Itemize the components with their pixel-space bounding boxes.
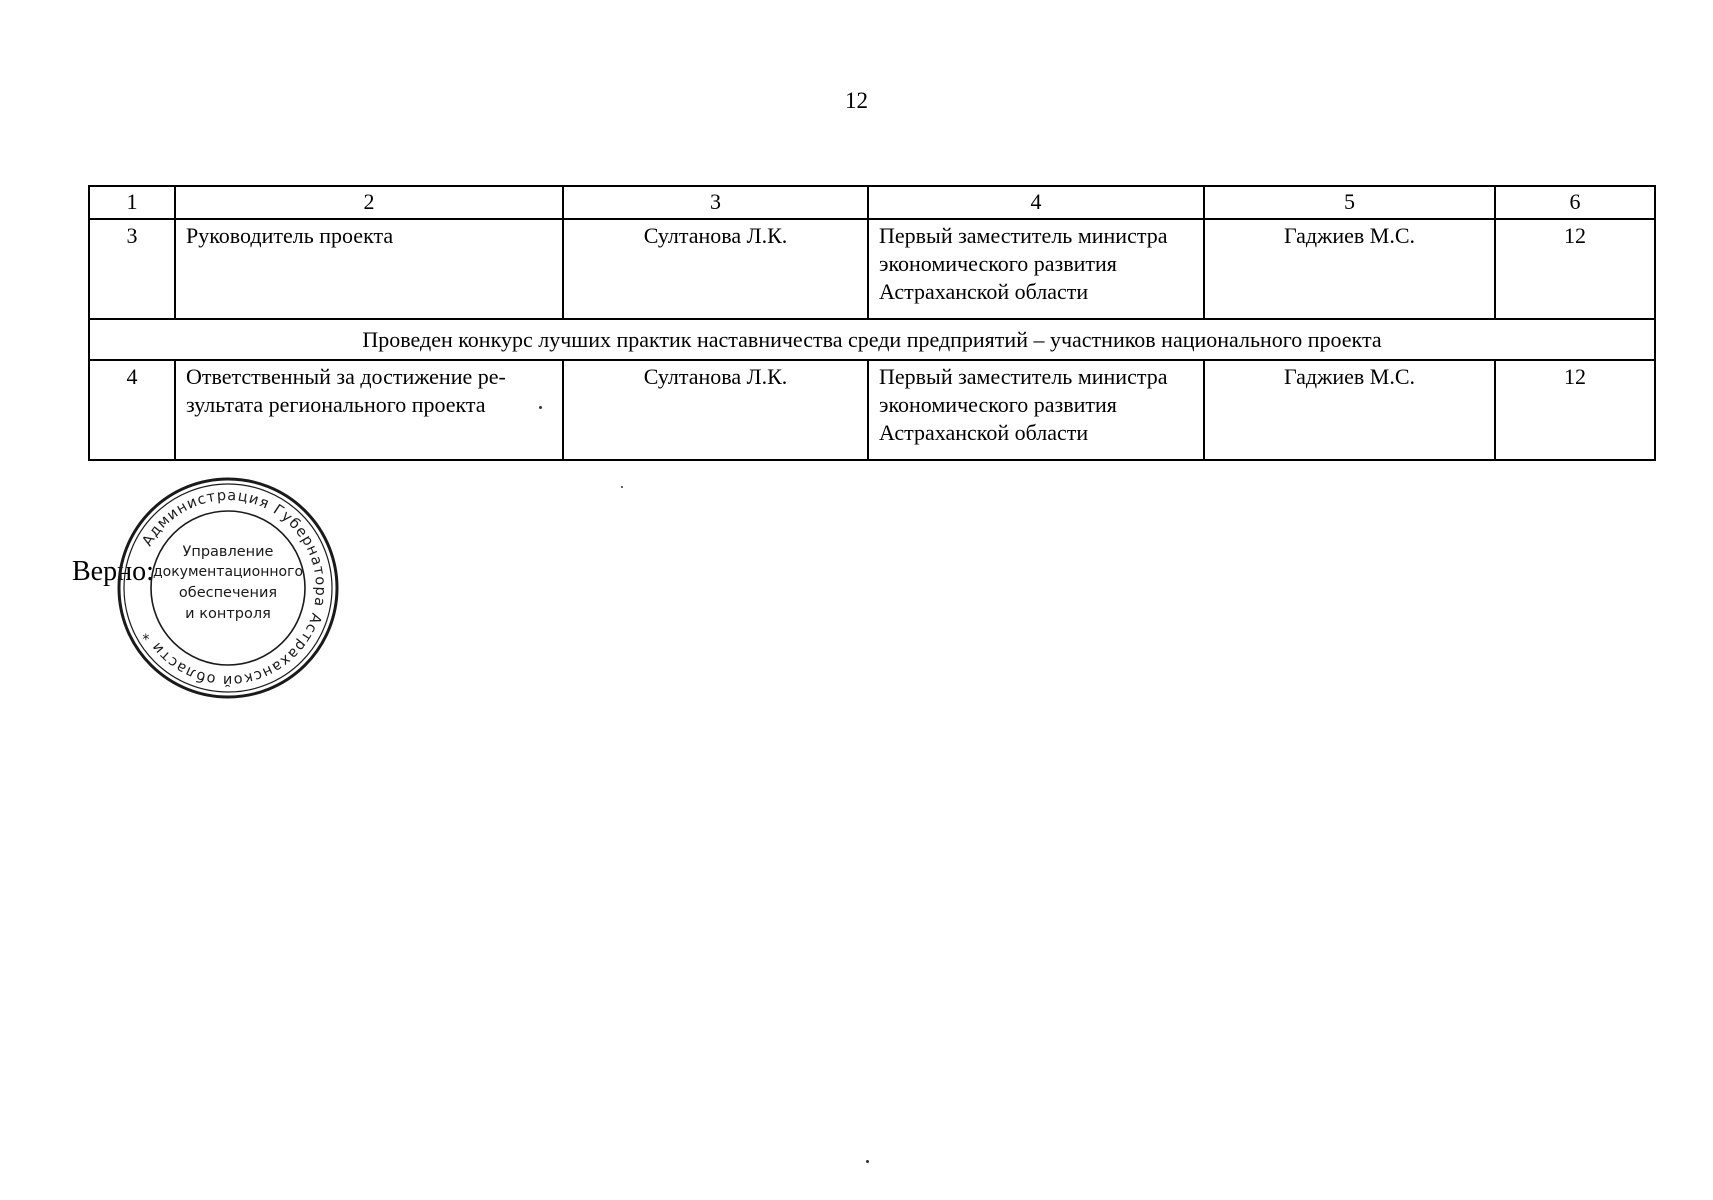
- column-number-3: 3: [563, 186, 868, 219]
- position-line: экономического развития: [879, 251, 1117, 276]
- column-number-5: 5: [1204, 186, 1495, 219]
- position-line: Астраханской области: [879, 279, 1089, 304]
- position-line: Первый заместитель министра: [879, 223, 1168, 248]
- seal-inner-line: и контроля: [185, 606, 271, 622]
- position-line: Первый заместитель министра: [879, 364, 1168, 389]
- position-cell: [868, 219, 1204, 319]
- seal-outer-text: Администрация Губернатора Астраханской области *: [139, 487, 329, 689]
- position-cell: [868, 360, 1204, 460]
- responsibility-table: [88, 185, 1656, 461]
- person-cell: Султанова Л.К.: [563, 360, 868, 460]
- scan-speck: [539, 406, 542, 409]
- role-line: Ответственный за достижение ре-: [186, 364, 506, 389]
- value-cell: 12: [1495, 219, 1655, 319]
- section-title: Проведен конкурс лучших практик наставничества среди предприятий – участников национального проекта: [89, 319, 1655, 360]
- scan-speck: [621, 486, 623, 488]
- row-number: 4: [89, 360, 175, 460]
- table-row: [89, 360, 1655, 460]
- page-number: 12: [845, 88, 868, 113]
- position-line: Астраханской области: [879, 420, 1089, 445]
- verno-label: Верно:: [72, 556, 154, 587]
- scan-speck: [866, 1160, 869, 1163]
- supervisor-cell: Гаджиев М.С.: [1204, 360, 1495, 460]
- seal-inner-line: документационного: [152, 564, 304, 580]
- table-header-row: [89, 186, 1655, 219]
- role-line: зультата регионального проекта: [186, 392, 486, 417]
- supervisor-cell: Гаджиев М.С.: [1204, 219, 1495, 319]
- person-cell: Султанова Л.К.: [563, 219, 868, 319]
- column-number-2: 2: [175, 186, 563, 219]
- position-line: экономического развития: [879, 392, 1117, 417]
- column-number-1: 1: [89, 186, 175, 219]
- table-row: [89, 219, 1655, 319]
- column-number-6: 6: [1495, 186, 1655, 219]
- role-cell: Руководитель проекта: [175, 219, 563, 319]
- seal-inner-line: обеспечения: [178, 585, 278, 601]
- section-title-row: [89, 319, 1655, 360]
- role-cell: [175, 360, 563, 460]
- value-cell: 12: [1495, 360, 1655, 460]
- row-number: 3: [89, 219, 175, 319]
- seal-inner-line: Управление: [182, 544, 274, 560]
- column-number-4: 4: [868, 186, 1204, 219]
- official-seal: [116, 476, 340, 700]
